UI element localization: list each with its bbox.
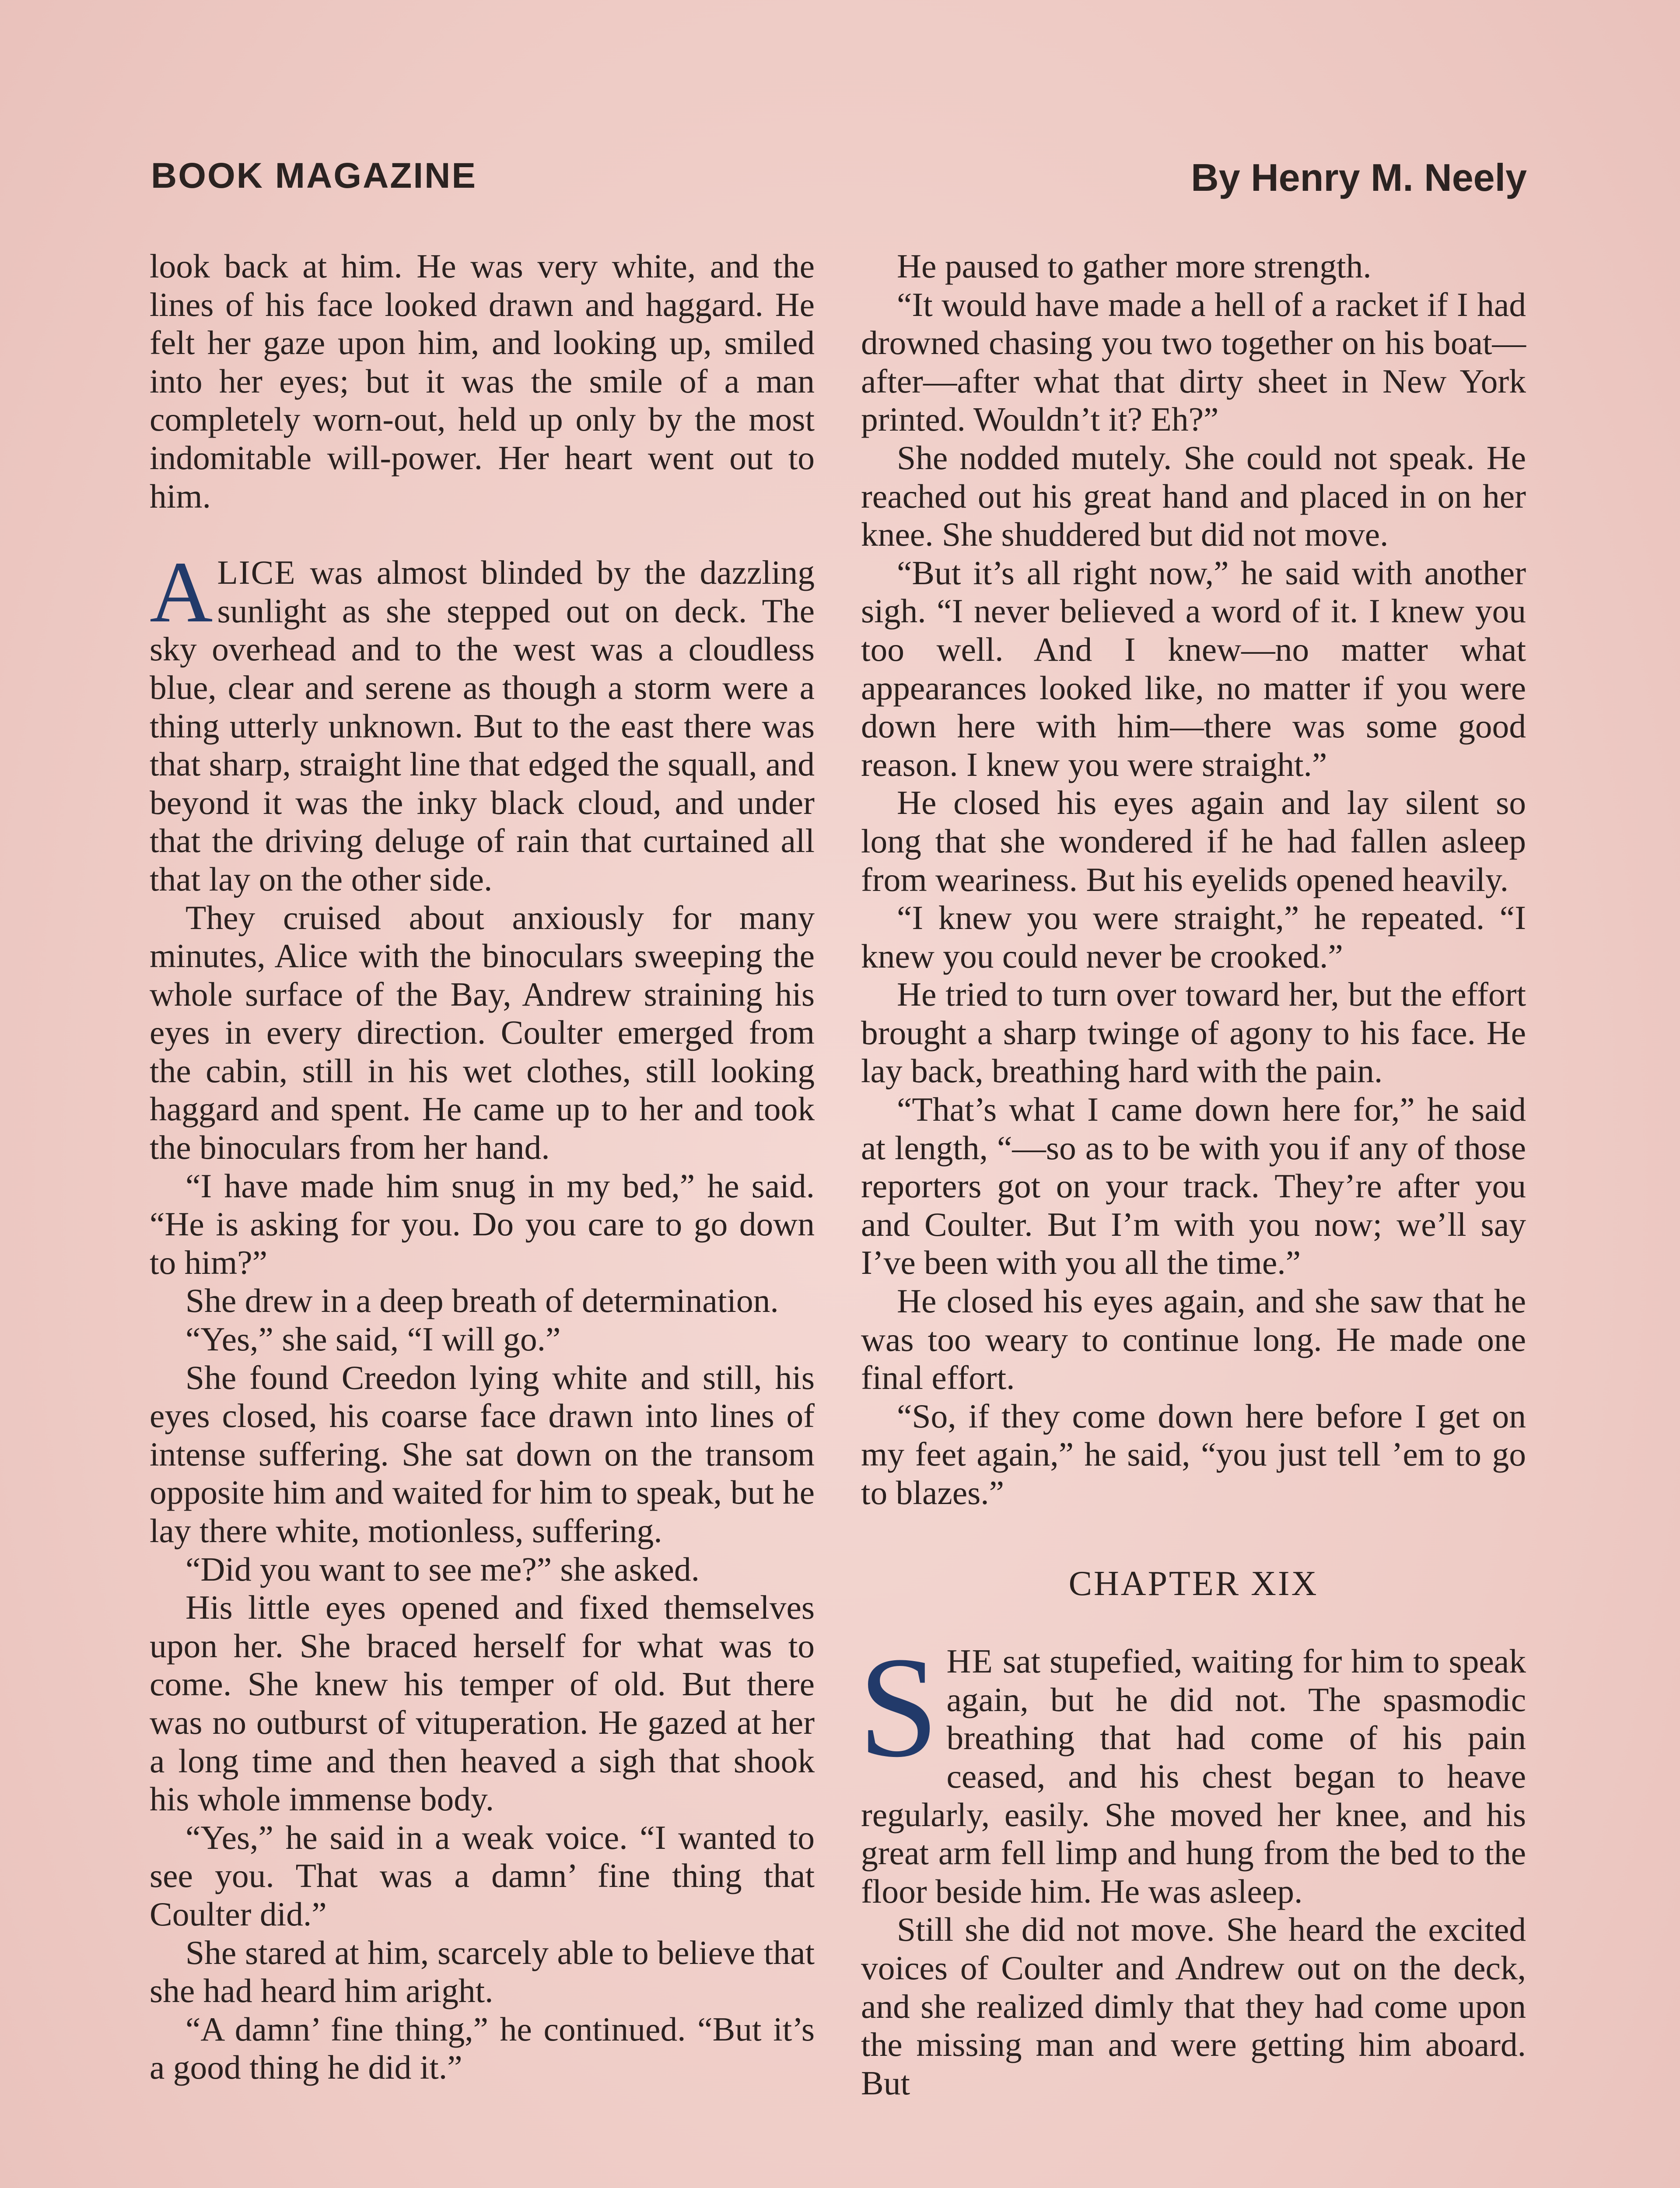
paragraph: “I knew you were straight,” he repeated. “I knew you could never be crooked.” — [861, 899, 1526, 975]
paragraph: He tried to turn over toward her, but the effort brought a sharp twinge of agony to his face. He lay back, breathing hard with the pain. — [861, 975, 1526, 1090]
small-caps-lead: LICE — [217, 554, 296, 592]
left-text-column — [150, 247, 815, 2087]
paragraph: “So, if they come down here before I get on my feet again,” he said, “you just tell ’em to go to blazes.” — [861, 1397, 1526, 1511]
paragraph: He closed his eyes again and lay silent so long that she wondered if he had fallen asleep from weariness. But his eyelids opened heavily. — [861, 784, 1526, 898]
paragraph: She drew in a deep breath of determination. — [186, 1282, 779, 1320]
paragraph: She nodded mutely. She could not speak. He reached out his great hand and placed in on her knee. She shuddered but did not move. — [861, 438, 1526, 554]
paragraph: look back at him. He was very white, and the lines of his face looked drawn and haggard. He felt her gaze upon him, and looking up, smiled into her eyes; but it was the smile of a man completely worn-out, held up only by the most indomitable will-power. Her heart went out to him. — [150, 247, 815, 515]
paragraph-text: sat stupefied, waiting for him to speak again, but he did not. The spasmodic breathing that had come of his pain ceased, and his chest began to heave regularly, easily. She moved her knee, and his great arm fell limp and hung from the bed to the floor beside him. He was asleep. — [861, 1642, 1526, 1910]
paragraph: “I have made him snug in my bed,” he said. “He is asking for you. Do you care to go down to him?” — [150, 1167, 815, 1281]
paragraph: She stared at him, scarcely able to believe that she had heard him aright. — [150, 1933, 815, 2010]
paragraph: “Yes,” she said, “I will go.” — [186, 1320, 561, 1358]
magazine-title: BOOK MAGAZINE — [151, 156, 477, 196]
paragraph: Still she did not move. She heard the excited voices of Coulter and Andrew out on the deck, and she realized dimly that they had come upon the missing man and were getting him aboard. But — [861, 1911, 1526, 2102]
chapter-opening-paragraph — [858, 1627, 1526, 1911]
paragraph: “That’s what I came down here for,” he said at length, “—so as to be with you if any of those reporters got on your track. They’re after you and Coulter. But I’m with you now; we’ll say I’ve been with you all the time.” — [861, 1090, 1526, 1282]
author-byline: By Henry M. Neely — [1191, 156, 1527, 199]
drop-cap: S — [858, 1627, 939, 1788]
paragraph: “Did you want to see me?” she asked. — [186, 1550, 700, 1588]
right-text-column — [858, 247, 1526, 2102]
paragraph: His little eyes opened and fixed themselves upon her. She braced herself for what was to come. She knew his temper of old. But there was no outburst of vituperation. He gazed at her a long time and then heaved a sigh that shook his whole immense body. — [150, 1588, 815, 1818]
paragraph: They cruised about anxiously for many minutes, Alice with the binoculars sweeping the whole surface of the Bay, Andrew straining his eyes in every direction. Coulter emerged from the cabin, still in his wet clothes, still looking haggard and spent. He came up to her and took the binoculars from her hand. — [150, 898, 815, 1167]
paragraph: “Yes,” he said in a weak voice. “I wanted to see you. That was a damn’ fine thing that Coulter did.” — [150, 1818, 815, 1933]
paragraph: She found Creedon lying white and still, his eyes closed, his coarse face drawn into lines of intense suffering. She sat down on the transom opposite him and waited for him to speak, but he lay there white, motionless, suffering. — [150, 1358, 815, 1550]
running-header — [151, 155, 1527, 203]
drop-cap: A — [150, 544, 213, 641]
paragraph: “It would have made a hell of a racket if I had drowned chasing you two together on his boat—after—after what that dirty sheet in New York printed. Wouldn’t it? Eh?” — [861, 285, 1526, 438]
paragraph-text: was almost blinded by the dazzling sunlight as she stepped out on deck. The sky overhead and to the west was a cloudless blue, clear and serene as though a storm were a thing utterly unknown. But to the east there was that sharp, straight line that edged the squall, and beyond it was the inky black cloud, and under that the driving deluge of rain that curtained all that lay on the other side. — [150, 554, 815, 898]
small-caps-lead: HE — [946, 1642, 994, 1680]
paragraph: “But it’s all right now,” he said with another sigh. “I never believed a word of it. I knew you too well. And I knew—no matter what appearances looked like, no matter if you were down here with him—there was some good reason. I knew you were straight.” — [861, 554, 1526, 783]
paragraph: “A damn’ fine thing,” he continued. “But it’s a good thing he did it.” — [150, 2010, 815, 2086]
paragraph: He paused to gather more strength. — [897, 247, 1372, 285]
paragraph: He closed his eyes again, and she saw that he was too weary to continue long. He made one final effort. — [861, 1282, 1526, 1397]
section-opening-paragraph — [150, 544, 815, 898]
chapter-heading: CHAPTER XIX — [1068, 1564, 1319, 1603]
